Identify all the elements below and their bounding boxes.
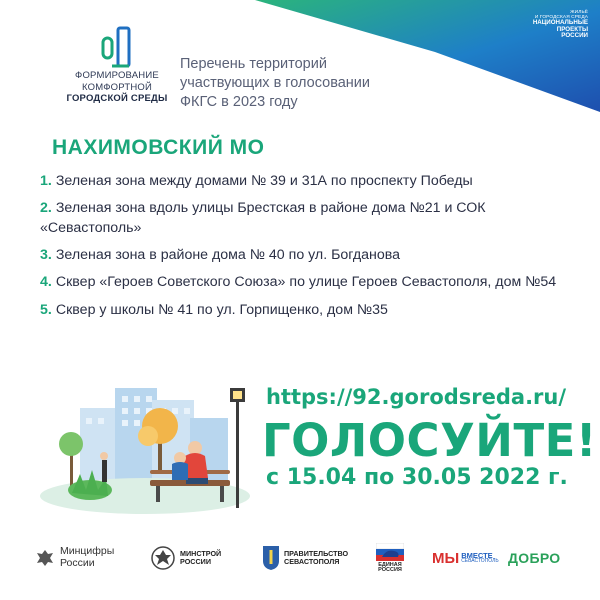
- np-line4: ПРОЕКТЫ: [556, 25, 588, 33]
- page-subtitle: [180, 55, 400, 112]
- np-line2: И ГОРОДСКАЯ СРЕДА: [534, 15, 588, 21]
- logo-line1: ФОРМИРОВАНИЕ: [75, 70, 159, 81]
- list-item: 1. Зеленая зона между домами № 39 и 31А по проспекту Победы: [40, 173, 473, 189]
- list-item: 2. Зеленая зона вдоль улицы Брестская в районе дома №21 и СОК «Севастополь»: [40, 200, 486, 236]
- vote-dates: с 15.04 по 30.05 2022 г.: [266, 465, 568, 490]
- list-item: 4. Сквер «Героев Советского Союза» по улице Героев Севастополя, дом №54: [40, 274, 557, 291]
- vote-heading: ГОЛОСУЙТЕ!: [262, 414, 597, 467]
- list-item: 5. Сквер у школы № 41 по ул. Горпищенко, дом №35: [40, 301, 388, 318]
- np-line1: ЖИЛЬЁ: [570, 10, 588, 15]
- np-line5: РОССИИ: [561, 32, 588, 40]
- eagle-icon: [34, 547, 56, 569]
- sevastopol-gov-logo: ПРАВИТЕЛЬСТВО СЕВАСТОПОЛЯ: [262, 538, 348, 578]
- subtitle-line2: участвующих в голосовании: [180, 75, 371, 92]
- program-logo-icon: [100, 26, 134, 70]
- emblem-icon: [150, 545, 176, 571]
- logo-line3: ГОРОДСКОЙ СРЕДЫ: [66, 93, 168, 105]
- territory-list: [40, 172, 570, 328]
- region-title: НАХИМОВСКИЙ МО: [52, 136, 265, 159]
- minstroy-logo: МИНСТРОЙ РОССИИ: [150, 538, 221, 578]
- subtitle-line1: Перечень территорий: [180, 56, 327, 72]
- mincifry-logo: Минцифры России: [34, 538, 114, 578]
- united-russia-logo: ЕДИНАЯ РОССИЯ: [376, 538, 404, 578]
- bear-flag-icon: [376, 543, 404, 563]
- dobro-logo: ДОБРО: [508, 550, 561, 566]
- subtitle-line3: ФКГС в 2023 году: [180, 94, 298, 111]
- park-illustration: [40, 378, 250, 518]
- program-logo: [62, 26, 172, 105]
- list-item: 3. Зеленая зона в районе дома № 40 по ул. Богданова: [40, 246, 400, 263]
- my-vmeste-logo: МЫ ВМЕСТЕ СЕВАСТОПОЛЬ: [432, 549, 499, 567]
- partner-logos: [30, 538, 575, 578]
- vote-url-link[interactable]: https://92.gorodsreda.ru/: [266, 385, 567, 409]
- np-line3: НАЦИОНАЛЬНЫЕ: [532, 19, 588, 27]
- national-projects-logo: [506, 10, 588, 40]
- coat-of-arms-icon: [262, 545, 280, 571]
- logo-line2: КОМФОРТНОЙ: [81, 81, 153, 93]
